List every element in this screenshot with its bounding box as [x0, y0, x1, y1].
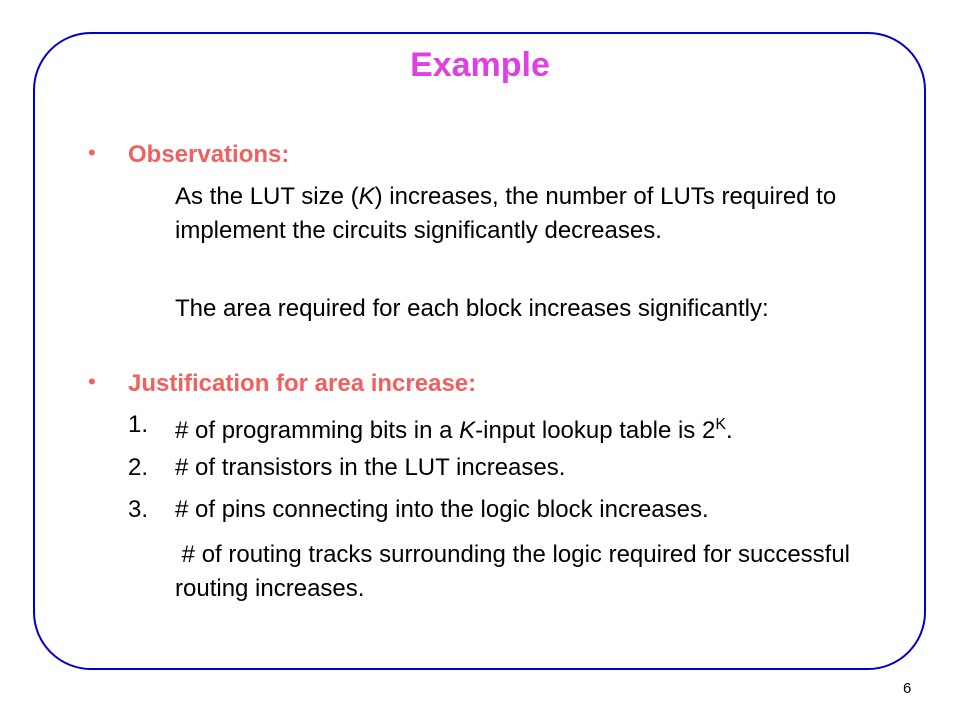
heading-justification: Justification for area increase:: [128, 370, 477, 397]
justification-pins: # of pins connecting into the logic block increases.: [175, 496, 709, 523]
routing-text: # of routing tracks surrounding the logic required for successful routing increases.: [175, 541, 851, 602]
text-end: .: [725, 417, 733, 444]
page-number: 6: [903, 680, 912, 697]
observation-lut-count: As the LUT size (K) increases, the number of LUTs required to implement the circuits significantly decreases.: [175, 183, 837, 244]
text-part: # of programming bits in a: [175, 417, 460, 444]
justification-programming-bits: [175, 408, 875, 448]
item-number: 1.: [128, 411, 149, 438]
item-number: 3.: [128, 496, 149, 523]
text-italic: K: [459, 417, 476, 444]
observation-area: The area required for each block increases significantly:: [175, 295, 769, 322]
superscript: K: [715, 416, 726, 433]
bullet-justification: •: [88, 369, 96, 394]
text-part: -input lookup table is 2: [475, 417, 716, 444]
bullet-observations: •: [88, 140, 96, 165]
justification-routing: [175, 538, 875, 606]
justification-transistors: # of transistors in the LUT increases.: [175, 454, 566, 481]
slide-title: Example: [410, 46, 550, 84]
heading-observations: Observations:: [128, 141, 290, 168]
item-number: 2.: [128, 454, 149, 481]
